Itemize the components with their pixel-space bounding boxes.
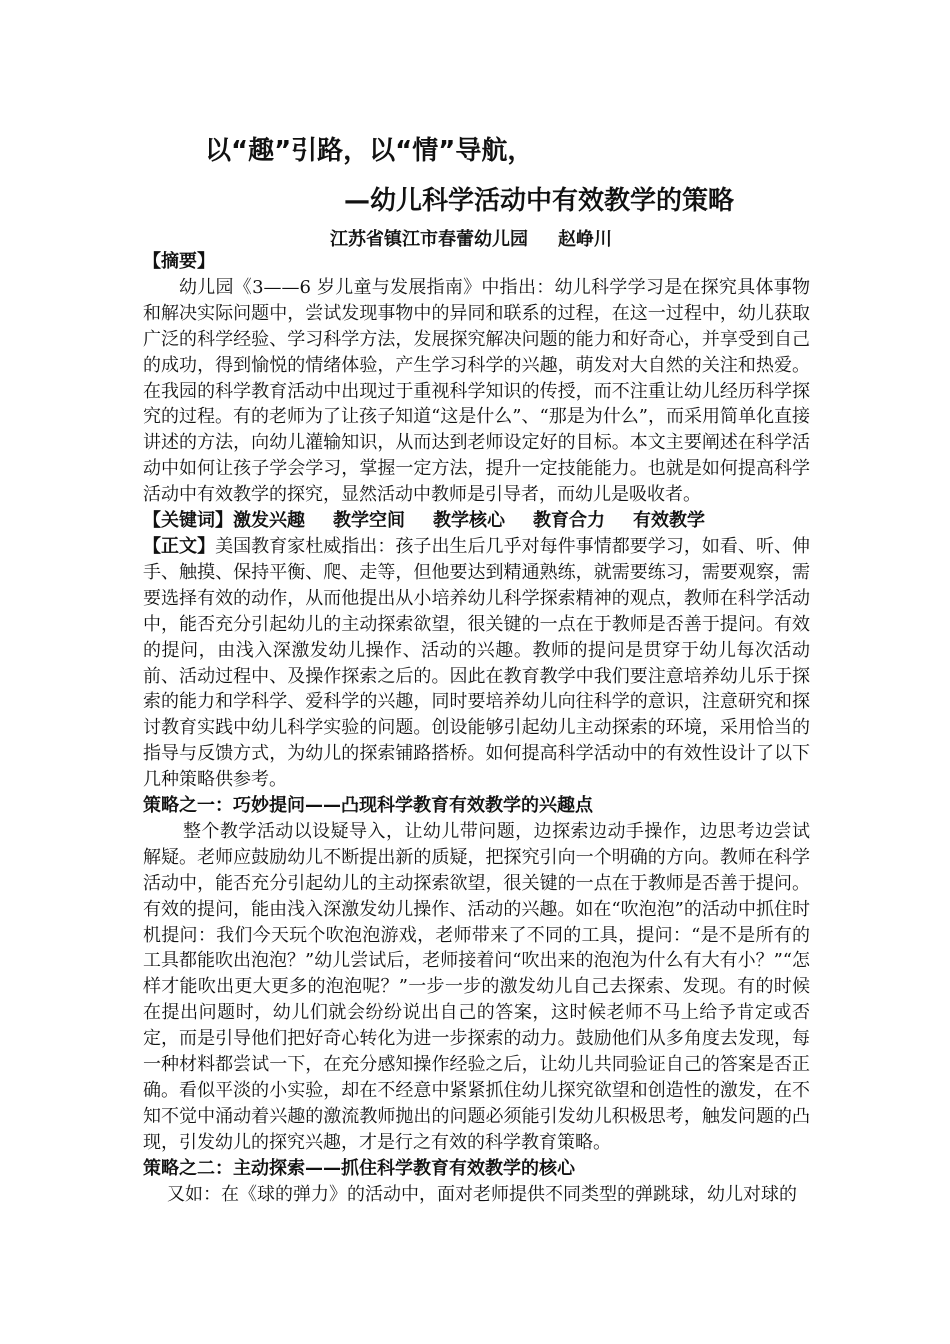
keywords-line	[143, 508, 810, 534]
document-title: 以“趣”引路，以“情”导航，	[205, 136, 534, 166]
abstract-text: 幼儿园《3——6 岁儿童与发展指南》中指出：幼儿科学学习是在探究具体事物和解决实际问题中，尝试发现事物中的异同和联系的过程，在这一过程中，幼儿获取广泛的科学经验、学习科学方法，发展探究解决问题的能力和好奇心，并享受到自己的成功，得到愉悦的情绪体验，产生学习科学的兴趣，萌发对大自然的关注和热爱。在我园的科学教育活动中出现过于重视科学知识的传授，而不注重让幼儿经历科学探究的过程。有的老师为了让孩子知道“这是什么”、“那是为什么”，而采用简单化直接讲述的方法，向幼儿灌输知识，从而达到老师设定好的目标。本文主要阐述在科学活动中如何让孩子学会学习，掌握一定方法，提升一定技能能力。也就是如何提高科学活动中有效教学的探究，显然活动中教师是引导者，而幼儿是吸收者。	[143, 276, 810, 506]
keyword-item: 有效教学	[633, 510, 705, 532]
author-name: 赵峥川	[558, 229, 612, 250]
main-text: 美国教育家杜威指出：孩子出生后几乎对每件事情都要学习，如看、听、伸手、触摸、保持平衡、爬、走等，但他要达到精通熟练，就需要练习，需要观察，需要选择有效的动作，从而他提出从小培养幼儿科学探索精神的观点，教师在科学活动中，能否充分引起幼儿的主动探索欲望，很关键的一点在于教师是否善于提问。有效的提问，由浅入深激发幼儿操作、活动的兴趣。教师的提问是贯穿于幼儿每次活动前、活动过程中、及操作探索之后的。因此在教育教学中我们要注意培养幼儿乐于探索的能力和学科学、爱科学的兴趣，同时要培养幼儿向往科学的意识，注意研究和探讨教育实践中幼儿科学实验的问题。创设能够引起幼儿主动探索的环境，采用恰当的指导与反馈方式，为幼儿的探索铺路搭桥。如何提高科学活动中的有效性设计了以下几种策略供参考。	[143, 535, 811, 791]
keyword-item: 教学核心	[433, 510, 505, 532]
document-subtitle: —幼儿科学活动中有效教学的策略	[344, 186, 735, 216]
strategy-2-heading: 策略之二：主动探索——抓住科学教育有效教学的核心	[143, 1157, 575, 1179]
strategy-2-text: 又如：在《球的弹力》的活动中，面对老师提供不同类型的弹跳球，幼儿对球的	[167, 1183, 797, 1205]
main-text-paragraph	[143, 534, 810, 793]
keywords-label: 【关键词】	[143, 510, 233, 532]
document-body	[143, 249, 810, 1208]
keyword-item: 激发兴趣	[233, 510, 305, 532]
strategy-1-text: 整个教学活动以设疑导入，让幼儿带问题，边探索边动手操作，边思考边尝试解疑。老师应鼓励幼儿不断提出新的质疑，把探究引向一个明确的方向。教师在科学活动中，能否充分引起幼儿的主动探索欲望，很关键的一点在于教师是否善于提问。有效的提问，能由浅入深激发幼儿操作、活动的兴趣。如在“吹泡泡”的活动中抓住时机提问：我们今天玩个吹泡泡游戏，老师带来了不同的工具，提问：“是不是所有的工具都能吹出泡泡？”幼儿尝试后，老师接着问“吹出来的泡泡为什么有大有小？”“怎样才能吹出更大更多的泡泡呢？”一步一步的激发幼儿自己去探索、发现。有的时候在提出问题时，幼儿们就会纷纷说出自己的答案，这时候老师不马上给予肯定或否定，而是引导他们把好奇心转化为进一步探索的动力。鼓励他们从多角度去发现，每一种材料都尝试一下，在充分感知操作经验之后，让幼儿共同验证自己的答案是否正确。看似平淡的小实验，却在不经意中紧紧抓住幼儿探究欲望和创造性的激发，在不知不觉中涌动着兴趣的激流教师抛出的问题必须能引发幼儿积极思考，触发问题的凸现，引发幼儿的探究兴趣，才是行之有效的科学教育策略。	[143, 820, 810, 1153]
keyword-item: 教育合力	[533, 510, 605, 532]
main-text-label: 【正文】	[143, 535, 216, 557]
strategy-1-heading: 策略之一：巧妙提问——凸现科学教育有效教学的兴趣点	[143, 795, 593, 817]
keyword-item: 教学空间	[333, 510, 405, 532]
abstract-label: 【摘要】	[143, 251, 215, 272]
author-organization: 江苏省镇江市春蕾幼儿园	[330, 229, 528, 250]
